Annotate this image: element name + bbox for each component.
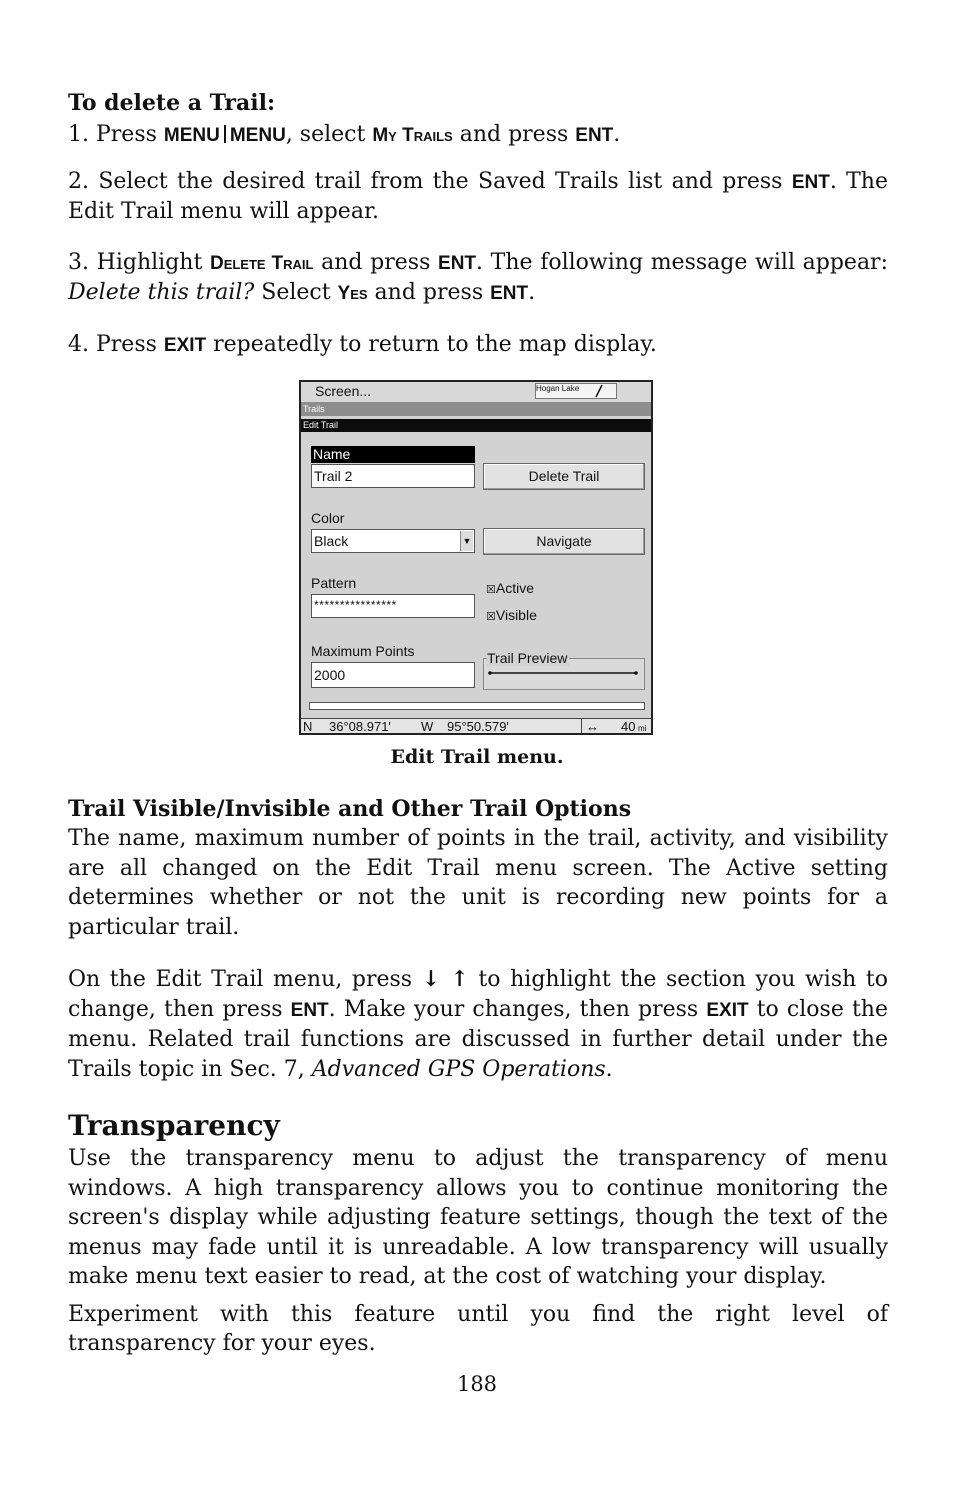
options-paragraph-2 xyxy=(68,965,888,1084)
step-4 xyxy=(68,330,888,361)
step-3-text: and press xyxy=(367,280,491,305)
step-3-text: . The following message will appear: xyxy=(476,249,888,275)
visible-label: Visible xyxy=(495,607,537,623)
pattern-field: **************** xyxy=(311,594,475,618)
color-dropdown xyxy=(311,529,475,553)
delete-trail-button: Delete Trail xyxy=(483,463,645,490)
down-up-arrow-icons: ↓ ↑ xyxy=(421,966,469,992)
name-label: Name xyxy=(311,446,475,463)
step-3-text: and press xyxy=(313,249,439,275)
options-text: to close the menu. Related trail functions are discussed in further detail under the Trails topic in Sec. 7, xyxy=(68,996,888,1082)
checkbox-checked-icon: ☒ xyxy=(486,584,496,596)
step-1-text: , select xyxy=(285,122,373,147)
transparency-title: Transparency xyxy=(68,1109,280,1142)
step-3-text: 3. Highlight xyxy=(68,249,210,275)
screen-menu-label: Screen... xyxy=(315,383,372,399)
options-text: . Make your changes, then press xyxy=(328,996,707,1022)
latitude-value: 36°08.971' xyxy=(329,719,391,734)
figure-caption: Edit Trail menu. xyxy=(390,746,564,768)
step-3-text: Select xyxy=(254,280,338,305)
options-text: to highlight the section you wish to change, then press xyxy=(68,967,888,1022)
my-trails-menu-item: My Trails xyxy=(372,125,453,146)
map-trail-line-icon xyxy=(594,384,604,398)
section-reference: Advanced GPS Operations xyxy=(311,1056,606,1082)
maximum-points-field: 2000 xyxy=(311,662,475,688)
screenshot-scrollbar xyxy=(309,702,645,710)
options-text: . xyxy=(605,1056,613,1082)
active-checkbox xyxy=(486,580,534,596)
trails-title-bar: Trails xyxy=(301,402,653,416)
dropdown-arrow-icon: ▼ xyxy=(460,531,473,551)
longitude-value: 95°50.579' xyxy=(447,719,509,734)
step-2 xyxy=(68,167,888,227)
page-number: 188 xyxy=(456,1372,498,1396)
step-1 xyxy=(68,120,888,151)
key-separator xyxy=(224,125,226,143)
longitude-hemisphere: W xyxy=(421,719,434,734)
name-field: Trail 2 xyxy=(311,464,475,488)
step-1-text: and press xyxy=(452,122,576,147)
color-label: Color xyxy=(311,510,345,526)
confirm-message: Delete this trail? xyxy=(68,280,255,305)
edit-trail-screenshot xyxy=(299,380,653,735)
options-section xyxy=(68,794,888,1084)
visible-checkbox xyxy=(486,607,537,623)
menu-key: MENU xyxy=(229,125,286,146)
exit-key: EXIT xyxy=(706,999,749,1021)
ent-key: ENT xyxy=(290,999,329,1021)
page-content xyxy=(68,88,888,360)
step-3 xyxy=(68,248,888,309)
color-value: Black xyxy=(314,533,349,549)
menu-key: MENU xyxy=(163,125,220,146)
yes-option: Yes xyxy=(337,283,368,304)
trail-preview-label: Trail Preview xyxy=(487,650,568,666)
latitude-hemisphere: N xyxy=(303,719,313,734)
trail-preview-box xyxy=(483,650,645,690)
maximum-points-label: Maximum Points xyxy=(311,643,415,659)
step-4-text: repeatedly to return to the map display. xyxy=(206,331,657,357)
ent-key: ENT xyxy=(490,283,529,304)
status-divider xyxy=(581,719,582,735)
trail-preview-line-icon xyxy=(484,659,644,689)
options-text: On the Edit Trail menu, press xyxy=(68,967,422,992)
exit-key: EXIT xyxy=(163,334,207,356)
zoom-scale-unit: mi xyxy=(638,724,647,733)
transparency-section xyxy=(68,1108,888,1359)
active-label: Active xyxy=(495,580,534,596)
options-paragraph-1: The name, maximum number of points in the trail, activity, and visibility are all changed on the Edit Trail menu screen. The Active setting determines whether or not the unit is recording new points for a particular trail. xyxy=(68,826,888,940)
step-4-text: 4. Press xyxy=(68,331,164,357)
zoom-scale-value: 40 xyxy=(621,719,636,734)
map-label: Hogan Lake xyxy=(536,384,580,393)
ent-key: ENT xyxy=(575,125,614,146)
step-3-text: . xyxy=(528,280,536,305)
zoom-range-icon: ↔ xyxy=(586,719,599,734)
map-thumbnail xyxy=(535,383,617,399)
transparency-paragraph-2: Experiment with this feature until you find the right level of transparency for your eyes. xyxy=(68,1301,888,1356)
gps-status-bar xyxy=(301,718,651,735)
transparency-paragraph-1: Use the transparency menu to adjust the transparency of menu windows. A high transparency allows you to continue monitoring the screen's display while adjusting feature settings, though the text of the menus may fade until it is unreadable. A low transparency will usually make menu text easier to read, at the cost of watching your display. xyxy=(68,1146,888,1289)
options-heading: Trail Visible/Invisible and Other Trail Options xyxy=(68,796,632,822)
ent-key: ENT xyxy=(438,252,477,274)
step-2-text: . The Edit Trail menu will appear. xyxy=(68,168,888,224)
delete-trail-menu-item: Delete Trail xyxy=(209,252,314,274)
step-1-text: . xyxy=(613,122,621,147)
delete-trail-heading: To delete a Trail: xyxy=(68,90,276,116)
step-1-text: 1. Press xyxy=(68,122,164,147)
ent-key: ENT xyxy=(791,171,830,193)
step-2-text: 2. Select the desired trail from the Saved Trails list and press xyxy=(68,168,792,194)
edit-trail-title-bar: Edit Trail xyxy=(301,419,653,432)
pattern-label: Pattern xyxy=(311,575,357,591)
navigate-button: Navigate xyxy=(483,528,645,555)
checkbox-checked-icon: ☒ xyxy=(486,611,496,623)
